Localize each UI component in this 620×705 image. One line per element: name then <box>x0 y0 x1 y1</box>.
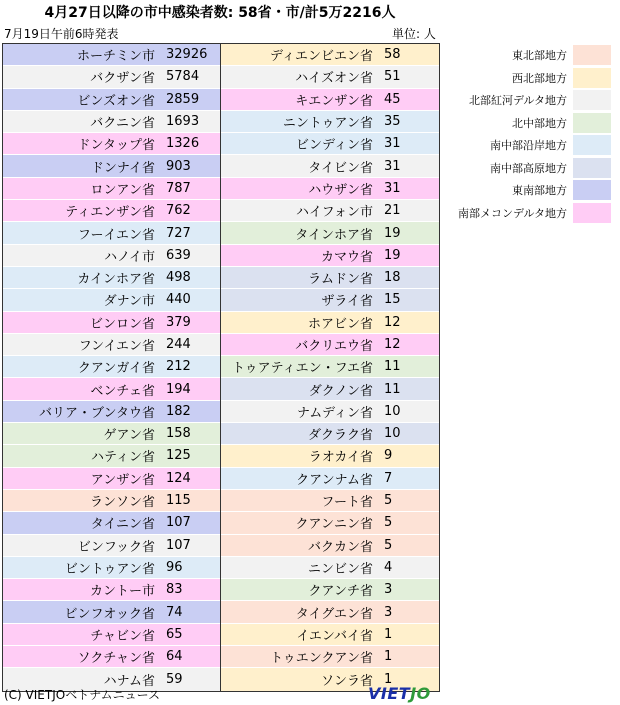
case-count: 64 <box>166 649 183 665</box>
case-count: 59 <box>166 671 183 687</box>
legend-item <box>455 134 615 157</box>
table-row <box>221 624 439 646</box>
province-name: バクリエウ省 <box>295 339 373 354</box>
logo-jo: JO <box>410 684 431 703</box>
table-row <box>3 111 221 133</box>
province-name: タインホア省 <box>295 227 373 243</box>
case-count: 10 <box>384 426 401 442</box>
table-row <box>3 178 221 200</box>
table-row <box>3 356 221 378</box>
table-row <box>221 289 439 311</box>
legend-item <box>455 44 615 67</box>
case-count: 787 <box>166 180 191 196</box>
table-row <box>221 490 439 512</box>
legend-swatch <box>573 90 611 110</box>
table-row <box>3 155 221 177</box>
case-count: 182 <box>166 403 191 419</box>
province-name: カントー市 <box>89 584 155 600</box>
table-row <box>3 378 221 400</box>
table-row <box>221 579 439 601</box>
case-count: 11 <box>384 381 401 397</box>
province-name: クアンチ省 <box>308 584 373 600</box>
case-count: 244 <box>166 337 191 352</box>
table-row <box>221 44 439 66</box>
case-table-left <box>2 43 222 692</box>
legend-swatch <box>573 158 611 178</box>
province-name: カインホア省 <box>77 272 155 288</box>
province-name: クアンニン省 <box>295 517 373 533</box>
province-name: ビンフオック省 <box>64 606 155 622</box>
table-row <box>221 66 439 88</box>
table-row <box>221 334 439 356</box>
table-row <box>221 245 439 267</box>
case-count: 12 <box>384 337 401 352</box>
unit-label: 単位: 人 <box>392 27 436 41</box>
table-row <box>221 133 439 155</box>
legend-swatch <box>573 135 611 155</box>
region-legend <box>455 44 615 224</box>
table-row <box>3 423 221 445</box>
province-name: ビンロン省 <box>89 316 155 332</box>
case-count: 58 <box>384 47 401 63</box>
legend-swatch <box>573 113 611 133</box>
legend-swatch <box>573 180 611 200</box>
table-row <box>221 178 439 200</box>
chart-title: 4月27日以降の市中感染者数: 58省・市/計5万2216人 <box>44 5 396 21</box>
province-name: イエンバイ省 <box>296 628 373 644</box>
table-row <box>3 289 221 311</box>
case-count: 2859 <box>166 91 200 107</box>
case-count: 194 <box>166 381 191 397</box>
case-count: 7 <box>384 470 393 486</box>
case-count: 107 <box>166 537 191 553</box>
table-row <box>3 334 221 356</box>
legend-label: 南中部高原地方 <box>490 161 567 175</box>
province-name: ハティン省 <box>91 450 155 466</box>
table-row <box>221 445 439 467</box>
province-name: ホアビン省 <box>307 316 373 332</box>
legend-label: 西北部地方 <box>512 71 567 85</box>
table-row <box>221 155 439 177</box>
province-name: アンザン省 <box>90 472 155 488</box>
province-name: ベンチェ省 <box>90 383 155 399</box>
province-name: バクザン省 <box>90 71 155 87</box>
case-count: 31 <box>384 180 401 196</box>
province-name: ハナム省 <box>103 673 155 689</box>
legend-swatch <box>573 68 611 88</box>
province-name: フーイエン省 <box>77 227 155 243</box>
legend-label: 南中部沿岸地方 <box>490 139 567 153</box>
case-count: 45 <box>384 91 401 107</box>
table-row <box>3 312 221 334</box>
case-count: 51 <box>384 69 401 85</box>
province-name: タイビン省 <box>308 160 373 176</box>
legend-label: 北部紅河デルタ地方 <box>468 94 567 108</box>
case-count: 18 <box>384 270 401 286</box>
case-count: 903 <box>166 158 191 174</box>
province-name: トゥアティエン・フエ省 <box>232 361 373 377</box>
case-count: 21 <box>384 203 401 219</box>
table-row <box>3 245 221 267</box>
case-count: 65 <box>166 626 183 642</box>
case-count: 1 <box>384 626 393 642</box>
province-name: ランソン省 <box>89 495 155 511</box>
case-count: 440 <box>166 292 191 308</box>
province-name: バクカン省 <box>307 539 373 555</box>
case-count: 10 <box>384 403 401 419</box>
legend-swatch <box>573 45 611 65</box>
table-row <box>221 356 439 378</box>
table-row <box>221 222 439 244</box>
table-row <box>221 468 439 490</box>
case-count: 5 <box>384 493 393 509</box>
case-count: 125 <box>166 448 191 464</box>
table-row <box>221 378 439 400</box>
table-row <box>3 200 221 222</box>
table-row <box>3 66 221 88</box>
copyright-text: (C) VIETJOベトナムニュース <box>4 688 161 702</box>
case-count: 19 <box>384 225 401 241</box>
province-name: ビンフック省 <box>77 539 155 555</box>
case-count: 107 <box>166 515 191 531</box>
case-count: 1326 <box>166 136 200 152</box>
table-row <box>3 601 221 623</box>
table-row <box>3 579 221 601</box>
case-count: 31 <box>384 136 401 152</box>
table-row <box>3 401 221 423</box>
case-count: 35 <box>384 114 401 130</box>
case-count: 158 <box>166 426 191 442</box>
case-count: 762 <box>166 203 191 219</box>
table-row <box>3 624 221 646</box>
legend-item <box>455 179 615 202</box>
table-row <box>3 44 221 66</box>
province-name: ビンディン省 <box>296 138 373 154</box>
province-name: ニンビン省 <box>307 561 373 577</box>
province-name: ソンラ省 <box>320 673 373 689</box>
province-name: ハイズオン省 <box>295 71 373 87</box>
province-name: ハノイ市 <box>104 249 155 265</box>
case-count: 124 <box>166 470 191 486</box>
province-name: ダナン市 <box>103 294 155 310</box>
case-count: 1 <box>384 671 393 687</box>
table-row <box>221 646 439 668</box>
legend-swatch <box>573 203 611 223</box>
case-count: 96 <box>166 559 183 575</box>
case-count: 3 <box>384 604 393 620</box>
table-row <box>3 535 221 557</box>
province-name: ロンアン省 <box>90 182 155 198</box>
province-name: ドンナイ省 <box>90 160 155 176</box>
case-count: 212 <box>166 359 191 375</box>
province-name: バクニン省 <box>90 116 155 132</box>
province-name: ダクラク省 <box>307 428 373 444</box>
legend-label: 北中部地方 <box>512 116 567 130</box>
legend-label: 東南部地方 <box>512 184 567 198</box>
logo-viet: VIET <box>368 684 411 703</box>
table-row <box>221 601 439 623</box>
province-name: ハウザン省 <box>308 182 373 198</box>
province-name: フンイエン省 <box>78 339 155 354</box>
legend-label: 東北部地方 <box>512 49 567 63</box>
case-count: 32926 <box>166 47 208 63</box>
table-row <box>221 423 439 445</box>
table-row <box>3 267 221 289</box>
province-name: ラムドン省 <box>308 272 373 288</box>
case-count: 19 <box>384 247 401 263</box>
case-count: 639 <box>166 247 191 263</box>
province-name: チャビン省 <box>90 628 155 644</box>
vietjo-logo <box>368 684 431 703</box>
legend-label: 南部メコンデルタ地方 <box>457 206 567 220</box>
table-row <box>3 222 221 244</box>
province-name: バリア・ブンタウ省 <box>39 405 155 421</box>
province-name: カマウ省 <box>320 249 373 265</box>
province-name: キエンザン省 <box>295 93 373 109</box>
case-count: 1 <box>384 649 393 665</box>
table-row <box>221 111 439 133</box>
table-row <box>3 512 221 534</box>
province-name: ドンタップ省 <box>77 138 155 154</box>
legend-item <box>455 202 615 225</box>
table-row <box>3 557 221 579</box>
province-name: クアンナム省 <box>296 472 373 488</box>
province-name: ハイフォン市 <box>296 205 373 221</box>
case-count: 1693 <box>166 114 200 130</box>
case-count: 15 <box>384 292 401 308</box>
legend-item <box>455 157 615 180</box>
table-row <box>3 133 221 155</box>
province-name: ナムディン省 <box>296 405 373 421</box>
province-name: ゲアン省 <box>103 428 155 444</box>
province-name: ザライ省 <box>321 294 373 310</box>
case-count: 379 <box>166 314 191 330</box>
province-name: ホーチミン市 <box>76 49 155 65</box>
table-row <box>221 557 439 579</box>
case-count: 5 <box>384 537 393 553</box>
province-name: ニントゥアン省 <box>282 116 373 132</box>
table-row <box>3 89 221 111</box>
table-row <box>3 445 221 467</box>
table-row <box>3 646 221 668</box>
table-row <box>221 512 439 534</box>
province-name: タイグエン省 <box>295 606 373 622</box>
case-count: 4 <box>384 559 393 575</box>
province-name: ビンズオン省 <box>77 93 155 109</box>
case-count: 11 <box>384 359 401 375</box>
table-row <box>221 312 439 334</box>
legend-item <box>455 112 615 135</box>
province-name: タイニン省 <box>90 517 155 533</box>
case-table-right <box>220 43 440 692</box>
province-name: トゥエンクアン省 <box>270 651 373 667</box>
legend-item <box>455 67 615 90</box>
case-count: 74 <box>166 604 183 620</box>
province-name: ビントゥアン省 <box>64 561 155 577</box>
case-count: 9 <box>384 448 393 464</box>
province-name: クアンガイ省 <box>77 361 155 377</box>
table-row <box>221 401 439 423</box>
table-row <box>3 468 221 490</box>
table-row <box>221 89 439 111</box>
table-row <box>221 535 439 557</box>
province-name: ダクノン省 <box>308 383 373 399</box>
case-count: 5 <box>384 515 393 531</box>
province-name: ディエンビエン省 <box>270 49 373 65</box>
case-count: 115 <box>166 493 191 509</box>
publish-date-note: 7月19日午前6時発表 <box>4 27 119 41</box>
case-count: 12 <box>384 314 401 330</box>
province-name: ラオカイ省 <box>308 450 373 466</box>
table-row <box>221 200 439 222</box>
table-row <box>3 490 221 512</box>
legend-item <box>455 89 615 112</box>
case-count: 83 <box>166 582 183 598</box>
case-count: 31 <box>384 158 401 174</box>
case-count: 727 <box>166 225 191 241</box>
table-row <box>221 267 439 289</box>
province-name: ソクチャン省 <box>77 651 155 667</box>
province-name: ティエンザン省 <box>65 205 155 221</box>
case-count: 498 <box>166 270 191 286</box>
case-count: 5784 <box>166 69 200 85</box>
province-name: フート省 <box>321 495 373 511</box>
case-count: 3 <box>384 582 393 598</box>
